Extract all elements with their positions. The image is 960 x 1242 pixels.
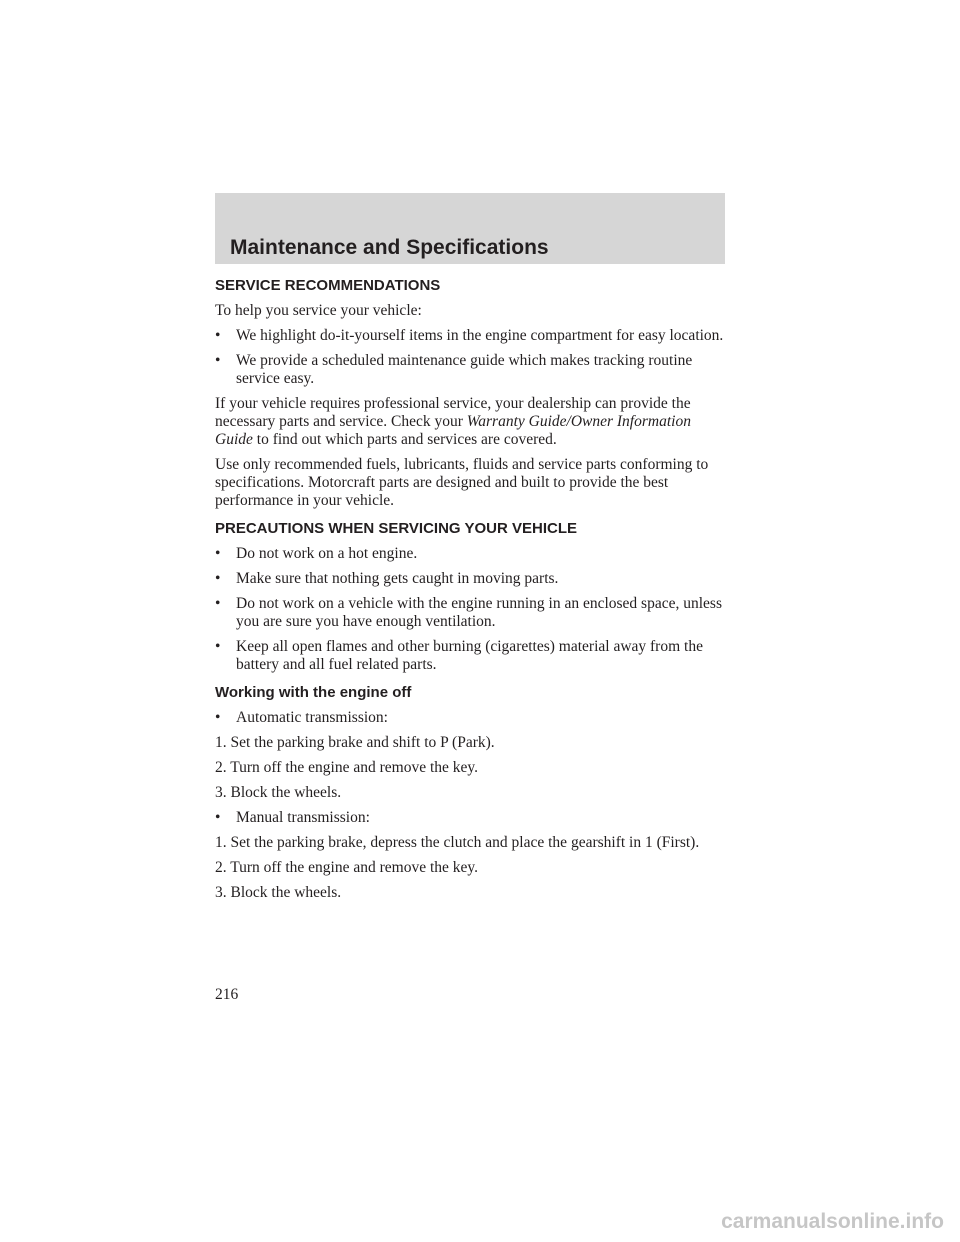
page-number: 216 xyxy=(215,986,239,1003)
section-header-bar xyxy=(215,193,725,264)
list-item xyxy=(215,545,725,563)
list-item xyxy=(215,327,725,345)
bullet-icon: • xyxy=(215,638,221,655)
bullet-icon: • xyxy=(215,352,221,369)
step-item: 2. Turn off the engine and remove the key. xyxy=(215,759,479,776)
list-item-text: Make sure that nothing gets caught in moving parts. xyxy=(236,570,559,587)
list-item-text: Do not work on a vehicle with the engine running in an enclosed space, unless you are sure you have enough ventilation. xyxy=(236,595,722,630)
bullet-icon: • xyxy=(215,570,221,587)
list-item-text: Keep all open flames and other burning (cigarettes) material away from the battery and all fuel related parts. xyxy=(236,638,703,673)
list-item xyxy=(215,638,725,674)
service-intro: To help you service your vehicle: xyxy=(215,302,422,319)
warranty-guide-title: Warranty Guide/Owner Information Guide xyxy=(215,413,691,448)
watermark: carmanualsonline.info xyxy=(721,1210,944,1233)
bullet-icon: • xyxy=(215,809,221,826)
section-title: Maintenance and Specifications xyxy=(230,236,549,259)
precautions-heading: PRECAUTIONS WHEN SERVICING YOUR VEHICLE xyxy=(215,520,577,537)
list-item xyxy=(215,352,725,388)
list-item xyxy=(215,595,725,631)
list-item-text: We highlight do-it-yourself items in the engine compartment for easy location. xyxy=(236,327,724,344)
bullet-icon: • xyxy=(215,595,221,612)
page-content xyxy=(215,277,725,909)
list-item xyxy=(215,809,725,827)
step-item: 2. Turn off the engine and remove the key. xyxy=(215,859,479,876)
bullet-icon: • xyxy=(215,327,221,344)
step-item: 1. Set the parking brake, depress the clutch and place the gearshift in 1 (First). xyxy=(215,834,700,851)
bullet-icon: • xyxy=(215,545,221,562)
list-item-text: We provide a scheduled maintenance guide which makes tracking routine service easy. xyxy=(236,352,693,387)
step-item: 3. Block the wheels. xyxy=(215,784,342,801)
service-paragraph: Use only recommended fuels, lubricants, fluids and service parts conforming to specifications. Motorcraft parts are designed and built to provide the best performance in your vehicle. xyxy=(215,456,709,509)
service-paragraph-text: If your vehicle requires professional service, your dealership can provide the necessary parts and service. Check your xyxy=(215,395,691,430)
step-item: 1. Set the parking brake and shift to P (Park). xyxy=(215,734,495,751)
list-item xyxy=(215,570,725,588)
engine-off-heading: Working with the engine off xyxy=(215,684,412,701)
service-paragraph xyxy=(215,395,725,449)
list-item-text: Do not work on a hot engine. xyxy=(236,545,418,562)
manual-transmission-label: Manual transmission: xyxy=(236,809,370,826)
service-paragraph-text: to find out which parts and services are covered. xyxy=(252,431,557,448)
bullet-icon: • xyxy=(215,709,221,726)
automatic-transmission-label: Automatic transmission: xyxy=(236,709,388,726)
service-heading: SERVICE RECOMMENDATIONS xyxy=(215,277,441,294)
step-item: 3. Block the wheels. xyxy=(215,884,342,901)
list-item xyxy=(215,709,725,727)
